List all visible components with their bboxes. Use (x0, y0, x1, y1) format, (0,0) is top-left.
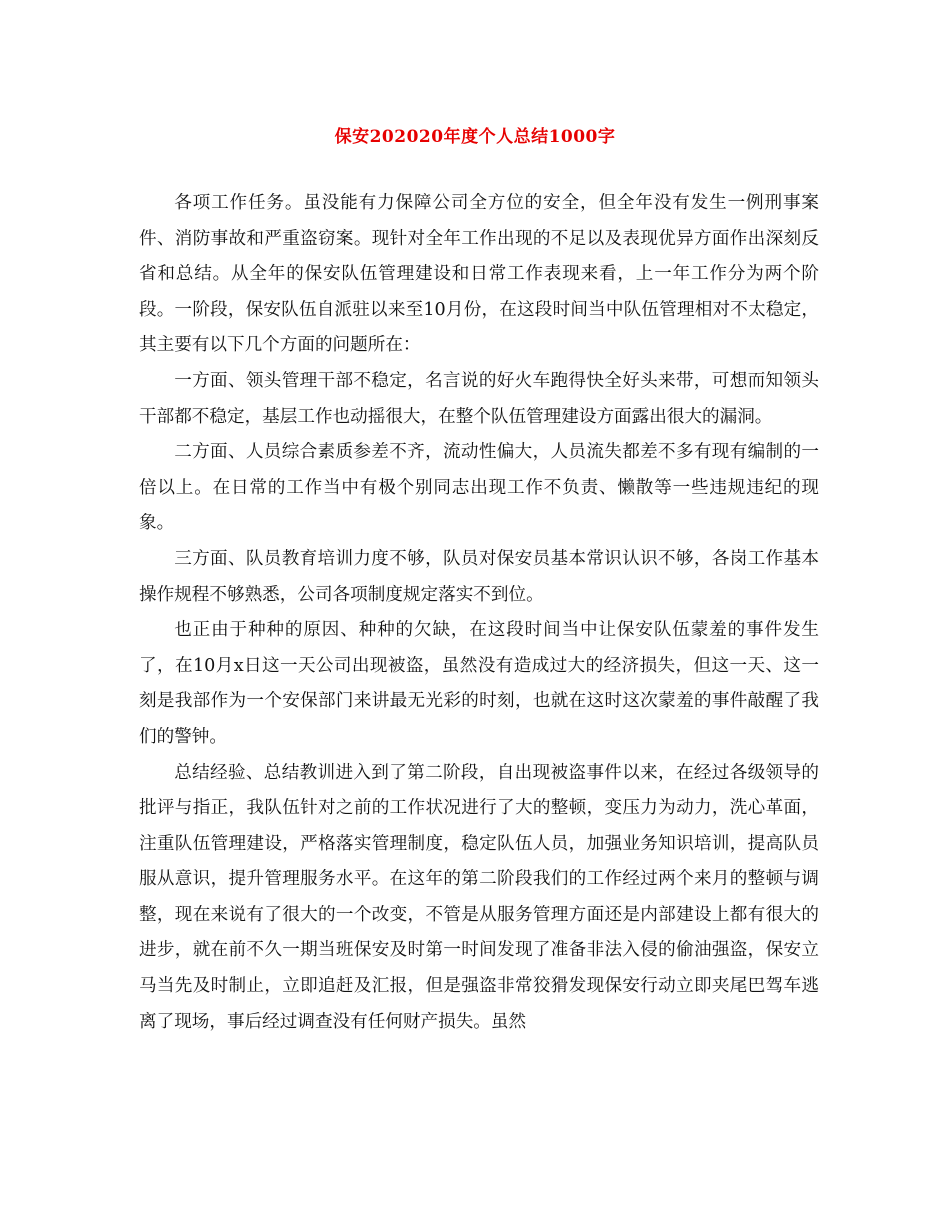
paragraph-1: 各项工作任务。虽没能有力保障公司全方位的安全，但全年没有发生一例刑事案件、消防事故和严重盗窃案。现针对全年工作出现的不足以及表现优异方面作出深刻反省和总结。从全年的保安队伍管理建设和日常工作表现来看，上一年工作分为两个阶段。一阶段，保安队伍自派驻以来至10月份，在这段时间当中队伍管理相对不太稳定，其主要有以下几个方面的问题所在： (139, 193, 819, 356)
paragraph-3: 二方面、人员综合素质参差不齐，流动性偏大，人员流失都差不多有现有编制的一倍以上。在日常的工作当中有极个别同志出现工作不负责、懒散等一些违规违纪的现象。 (139, 442, 819, 534)
paragraph-4: 三方面、队员教育培训力度不够，队员对保安员基本常识认识不够，各岗工作基本操作规程不够熟悉，公司各项制度规定落实不到位。 (139, 548, 819, 605)
paragraph-2: 一方面、领头管理干部不稳定，名言说的好火车跑得快全好头来带，可想而知领头干部都不稳定，基层工作也动摇很大，在整个队伍管理建设方面露出很大的漏洞。 (139, 370, 819, 427)
paragraph-5: 也正由于种种的原因、种种的欠缺，在这段时间当中让保安队伍蒙羞的事件发生了，在10月x日这一天公司出现被盗，虽然没有造成过大的经济损失，但这一天、这一刻是我部作为一个安保部门来讲最无光彩的时刻，也就在这时这次蒙羞的事件敲醒了我们的警钟。 (139, 620, 819, 747)
document-body (139, 186, 819, 1040)
document-title: 保安202020年度个人总结1000字 (334, 127, 616, 147)
paragraph-6: 总结经验、总结教训进入到了第二阶段，自出现被盗事件以来，在经过各级领导的批评与指正，我队伍针对之前的工作状况进行了大的整顿，变压力为动力，洗心革面，注重队伍管理建设，严格落实管理制度，稳定队伍人员，加强业务知识培训，提高队员服从意识，提升管理服务水平。在这年的第二阶段我们的工作经过两个来月的整顿与调整，现在来说有了很大的一个改变，不管是从服务管理方面还是内部建设上都有很大的进步，就在前不久一期当班保安及时第一时间发现了准备非法入侵的偷油强盗，保安立马当先及时制止，立即追赶及汇报，但是强盗非常狡猾发现保安行动立即夹尾巴驾车逃离了现场，事后经过调查没有任何财产损失。虽然 (139, 762, 819, 1032)
